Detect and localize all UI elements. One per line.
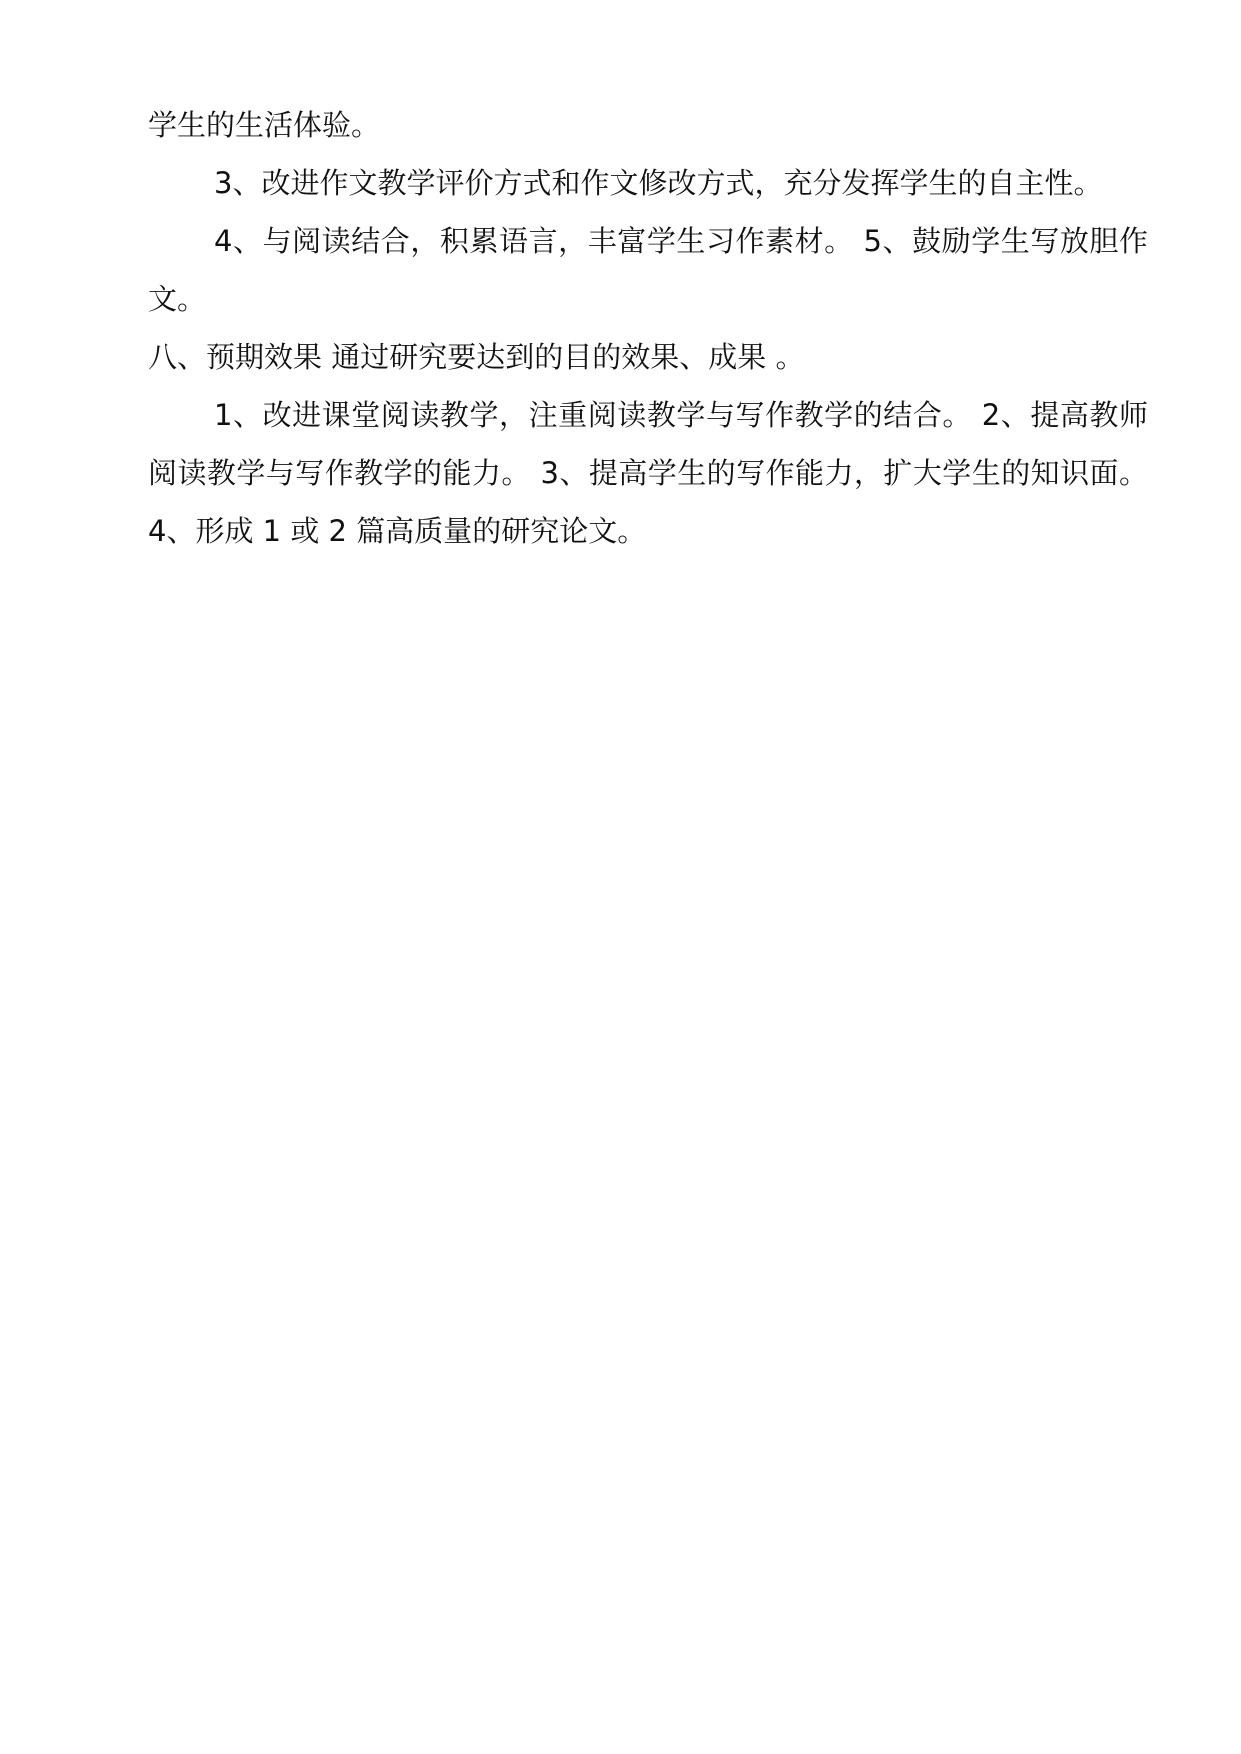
document-body [148,96,1148,560]
paragraph-expected-results: 1、改进课堂阅读教学，注重阅读教学与写作教学的结合。 2、提高教师阅读教学与写作教学的能力。 3、提高学生的写作能力，扩大学生的知识面。 4、形成 1 或 2 篇高质量的研究论文。 [148,398,1148,548]
paragraph-continuation: 学生的生活体验。 [148,108,381,142]
paragraph-item-4-5: 4、与阅读结合，积累语言，丰富学生习作素材。 5、鼓励学生写放胆作文。 [148,224,1148,316]
paragraph-item-3: 3、改进作文教学评价方式和作文修改方式，充分发挥学生的自主性。 [214,166,1103,200]
section-heading-8: 八、预期效果 通过研究要达到的目的效果、成果 。 [148,340,805,374]
